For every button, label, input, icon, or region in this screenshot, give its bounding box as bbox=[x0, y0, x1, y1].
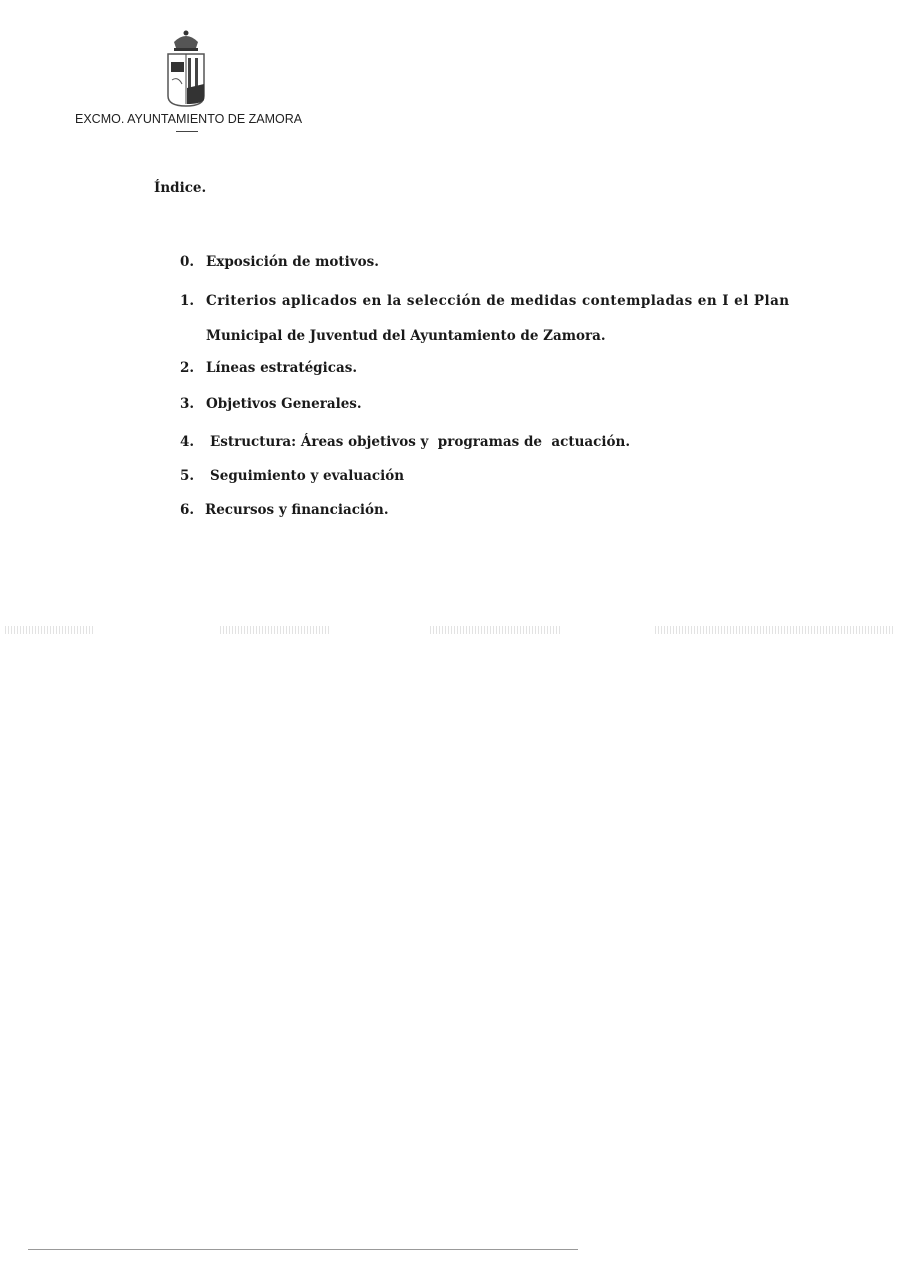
item-text: Municipal de Juventud del Ayuntamiento de Zamora. bbox=[206, 328, 606, 344]
scan-artifact bbox=[5, 626, 95, 634]
item-number: 4. bbox=[180, 434, 195, 450]
index-title: Índice. bbox=[154, 180, 207, 196]
item-number: 6. bbox=[180, 502, 195, 518]
item-text: Líneas estratégicas. bbox=[206, 360, 358, 376]
scan-artifact bbox=[655, 626, 895, 634]
scan-artifact bbox=[430, 626, 560, 634]
item-number: 2. bbox=[180, 360, 195, 376]
item-text: Exposición de motivos. bbox=[206, 254, 379, 270]
item-text: Estructura: Áreas objetivos y programas de actuación. bbox=[210, 434, 631, 450]
scan-edge-line bbox=[28, 1249, 578, 1250]
divider bbox=[176, 131, 198, 132]
coat-of-arms-icon bbox=[160, 28, 212, 108]
scan-artifact bbox=[220, 626, 330, 634]
item-number: 0. bbox=[180, 254, 195, 270]
item-text: Objetivos Generales. bbox=[206, 396, 362, 412]
item-number: 5. bbox=[180, 468, 195, 484]
item-number: 3. bbox=[180, 396, 195, 412]
item-text: Seguimiento y evaluación bbox=[210, 468, 405, 484]
item-text: Criterios aplicados en la selección de medidas contempladas en I el Plan bbox=[206, 293, 790, 309]
item-number: 1. bbox=[180, 293, 195, 309]
organization-name: EXCMO. AYUNTAMIENTO DE ZAMORA bbox=[75, 112, 303, 126]
item-text: Recursos y financiación. bbox=[205, 502, 389, 518]
